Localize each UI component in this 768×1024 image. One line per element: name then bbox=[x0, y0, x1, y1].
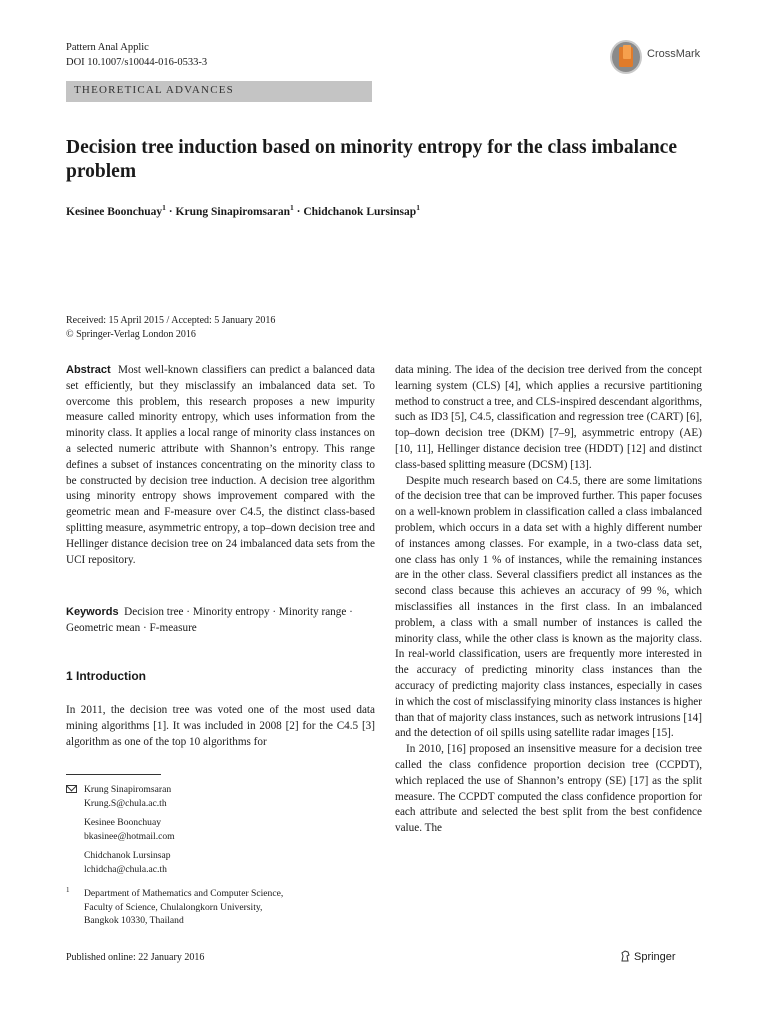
author-affil-mark: 1 bbox=[416, 203, 420, 212]
section-banner bbox=[66, 81, 372, 102]
body-paragraph: In 2010, [16] proposed an insensitive measure for a decision tree called the class confidence proportion decision tree (CCPDT), which replaced the use of Shannon’s entropy (SE) [17] as the split measure. The CCPDT computed the class confidence proportion for each attribute and selected the best split from the best confidence value. The bbox=[395, 743, 702, 835]
crossmark-icon bbox=[610, 40, 642, 74]
published-date: Published online: 22 January 2016 bbox=[66, 952, 205, 963]
doi[interactable]: DOI 10.1007/s10044-016-0533-3 bbox=[66, 57, 208, 68]
received-dates: Received: 15 April 2015 / Accepted: 5 January 2016 bbox=[66, 315, 276, 326]
body-paragraph: Despite much research based on C4.5, there are some limitations of the decision tree that can be improved further. This paper focuses on a well-known problem in classification called a class imbalanced problem, which occurs in a data set with a highly different number of instances among classes. For example, in a two-class data set, one class has only 1 % of instances, while the remaining instances are in the other class. Several classifiers predict all instances as the second class because this achieves an accuracy of 99 %, which misclassifies all instances in the first class. In an imbalanced problem, a class with a small number of instances is called the minority class, while the other class is known as the majority class. In real-world classification, users are frequently more interested in the accuracy of predicting minority class instances than the accuracy of predicting majority class instances, especially in cases in which the cost of misclassifying minority class instances is higher than that of majority class instances, such as network intrusions [14] and the detection of oil spills using satellite radar images [15]. bbox=[395, 474, 702, 740]
intro-paragraph: In 2011, the decision tree was voted one of the most used data mining algorithms [1]. It was included in 2008 [2] for the C4.5 [3] algorithm as one of the top 10 algorithms for bbox=[66, 704, 375, 748]
author-separator: · bbox=[165, 205, 176, 218]
keywords-label: Keywords bbox=[66, 606, 119, 618]
contact-email[interactable]: lchidcha@chula.ac.th bbox=[84, 863, 167, 875]
contact-entry bbox=[66, 816, 175, 843]
envelope-icon bbox=[66, 785, 77, 793]
affiliation bbox=[66, 887, 283, 928]
footnote-divider bbox=[66, 774, 161, 775]
publisher-logo bbox=[620, 950, 676, 963]
contact-list bbox=[66, 783, 175, 882]
author-name: Krung Sinapiromsaran bbox=[175, 205, 291, 218]
contact-name: Kesinee Boonchuay bbox=[84, 817, 161, 828]
dates-block bbox=[66, 314, 275, 342]
author-list bbox=[66, 203, 420, 218]
author-separator: · bbox=[293, 205, 304, 218]
contact-email[interactable]: bkasinee@hotmail.com bbox=[84, 830, 175, 842]
contact-entry bbox=[66, 849, 175, 876]
copyright: © Springer-Verlag London 2016 bbox=[66, 329, 196, 340]
affiliation-mark: 1 bbox=[66, 886, 70, 894]
abstract-text: Most well-known classifiers can predict a balanced data set efficiently, but they misclassify an imbalanced data set. To overcome this problem, this research proposes a new impurity measure called minority entropy, which uses information from the minority class. It applies a local range of minority class instances on a selected numeric attribute with Shannon’s entropy. This range defines a subset of instances concentrating on the minority class to be constructed by decision tree induction. A decision tree algorithm using minority entropy shows improvement compared with the geometric mean and F-measure over C4.5, the distinct class-based splitting measure, asymmetric entropy, a top–down decision tree and Hellinger distance decision tree on 24 imbalanced data sets from the UCI repository. bbox=[66, 364, 375, 566]
banner-label: THEORETICAL ADVANCES bbox=[74, 84, 234, 96]
abstract bbox=[66, 363, 375, 568]
journal-header bbox=[66, 40, 207, 70]
body-column-right bbox=[395, 363, 702, 837]
crossmark-badge[interactable] bbox=[610, 38, 710, 78]
affiliation-line: Bangkok 10330, Thailand bbox=[84, 915, 184, 926]
body-paragraph: data mining. The idea of the decision tree derived from the concept learning system (CLS) [4], which applies a recursive partitioning method to construct a tree, and CLS-inspired descendant algorithms, such as ID3 [5], C4.5, classification and regression tree (CART) [6], top–down decision tree (DKM) [7–9], asymmetric entropy (AE) [10, 11], Hellinger distance decision tree (HDDT) [12] and distinct class-based splitting measure (DCSM) [13]. bbox=[395, 364, 702, 471]
keywords-text: Decision tree · Minority entropy · Minority range · Geometric mean · F-measure bbox=[66, 606, 353, 634]
section-heading: 1 Introduction bbox=[66, 669, 146, 683]
affiliation-line: Department of Mathematics and Computer Science, bbox=[84, 888, 284, 899]
author-affil-mark: 1 bbox=[162, 203, 166, 212]
paper-title: Decision tree induction based on minority entropy for the class imbalance problem bbox=[66, 137, 677, 182]
author-name: Chidchanok Lursinsap bbox=[303, 205, 417, 218]
keywords bbox=[66, 605, 375, 637]
crossmark-label: CrossMark bbox=[647, 48, 701, 60]
contact-email[interactable]: Krung.S@chula.ac.th bbox=[84, 797, 167, 809]
journal-name: Pattern Anal Applic bbox=[66, 42, 149, 53]
springer-horse-icon bbox=[620, 950, 631, 962]
abstract-label: Abstract bbox=[66, 364, 111, 376]
author-name: Kesinee Boonchuay bbox=[66, 205, 163, 218]
author-affil-mark: 1 bbox=[290, 203, 294, 212]
contact-name: Chidchanok Lursinsap bbox=[84, 850, 171, 861]
publisher-name: Springer bbox=[634, 951, 676, 963]
contact-entry bbox=[66, 783, 175, 810]
affiliation-line: Faculty of Science, Chulalongkorn University, bbox=[84, 901, 263, 913]
contact-name: Krung Sinapiromsaran bbox=[84, 784, 172, 795]
